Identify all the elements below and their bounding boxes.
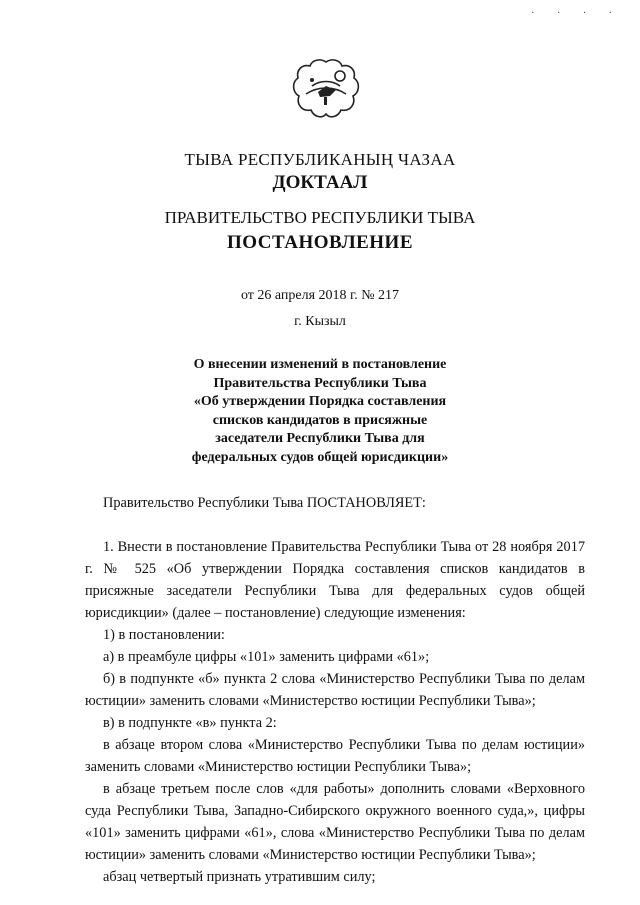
tuva-coat-of-arms-icon — [290, 56, 362, 120]
document-type: ПОСТАНОВЛЕНИЕ — [226, 232, 414, 253]
document-title — [0, 356, 640, 467]
title-line: заседатели Республики Тыва для — [215, 431, 425, 446]
tuvan-government-title: ТЫВА РЕСПУБЛИКАНЫҢ ЧАЗАА — [184, 150, 456, 169]
paragraph: 1. Внести в постановление Правительства Республики Тыва от 28 ноября 2017 г. № 525 «Об утверждении Порядка составления списков кандидатов в присяжные заседатели Республики Тыва для федеральных судов общей юрисдикции» (далее – постановление) следующие изменения: — [85, 539, 585, 621]
title-line: Правительства Республики Тыва — [213, 375, 427, 391]
title-line: О внесении изменений в постановление — [193, 357, 447, 372]
tuvan-document-type: ДОКТААЛ — [272, 172, 368, 193]
paragraph: в абзаце втором слова «Министерство Республики Тыва по делам юстиции» заменить словами «Министерство юстиции Республики Тыва»; — [85, 737, 585, 775]
preamble: Правительство Республики Тыва ПОСТАНОВЛЯЕТ: — [103, 495, 426, 511]
paragraph: в абзаце третьем после слов «для работы» дополнить словами «Верховного суда Республики Тыва, Западно-Сибирского окружного военного суда,», цифры «101» заменить цифрами «61», слова «Министерство Республики Тыва по делам юстиции» заменить словами «Министерство юстиции Республики Тыва»; — [85, 781, 585, 863]
paragraph: а) в преамбуле цифры «101» заменить цифрами «61»; — [103, 649, 430, 665]
title-line: «Об утверждении Порядка составления — [193, 394, 447, 409]
title-line: списков кандидатов в присяжные — [212, 412, 428, 428]
document-date: от 26 апреля 2018 г. № 217 — [240, 288, 400, 303]
document-city: г. Кызыл — [294, 314, 346, 329]
government-title: ПРАВИТЕЛЬСТВО РЕСПУБЛИКИ ТЫВА — [164, 208, 476, 227]
document-body — [85, 492, 585, 888]
paragraph: 1) в постановлении: — [103, 627, 225, 643]
paragraph: в) в подпункте «в» пункта 2: — [103, 715, 277, 731]
scan-artifacts: · · · · — [531, 8, 622, 19]
paragraph: абзац четвертый признать утратившим силу; — [103, 869, 376, 885]
paragraph: б) в подпункте «б» пункта 2 слова «Министерство Республики Тыва по делам юстиции» заменить словами «Министерство юстиции Республики Тыва»; — [85, 671, 585, 709]
title-line: федеральных судов общей юрисдикции» — [191, 449, 449, 465]
